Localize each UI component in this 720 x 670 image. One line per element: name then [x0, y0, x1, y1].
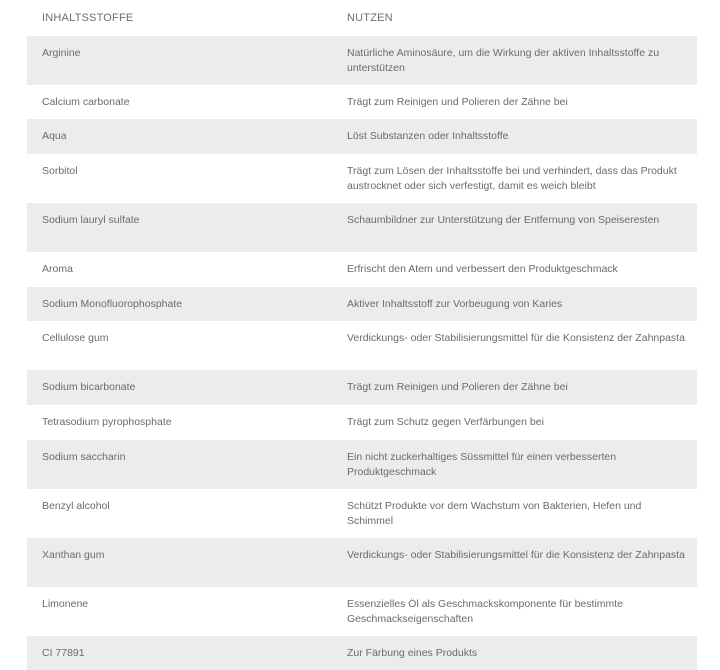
ingredient-cell: Sodium Monofluorophosphate: [42, 298, 183, 310]
table-row: [27, 85, 697, 119]
benefit-cell: Ein nicht zuckerhaltiges Süssmittel für einen verbesserten Produktgeschmack: [347, 451, 617, 478]
ingredient-cell: Xanthan gum: [42, 549, 105, 561]
ingredient-cell: Aroma: [42, 263, 73, 275]
table-row: [27, 287, 697, 321]
ingredient-cell: Arginine: [42, 47, 81, 59]
table-header: [27, 0, 697, 36]
table-row: [27, 36, 697, 85]
table-row: [27, 154, 697, 203]
table-row: [27, 538, 697, 587]
benefit-cell: Löst Substanzen oder Inhaltsstoffe: [347, 130, 509, 142]
benefit-cell: Trägt zum Reinigen und Polieren der Zähne bei: [347, 381, 568, 393]
ingredient-cell: Sodium lauryl sulfate: [42, 214, 140, 226]
table-row: [27, 370, 697, 405]
table-row: [27, 321, 697, 370]
header-benefit: NUTZEN: [347, 11, 393, 24]
table-row: [27, 489, 697, 538]
benefit-cell: Verdickungs- oder Stabilisierungsmittel für die Konsistenz der Zahnpasta: [347, 332, 685, 344]
benefit-cell: Natürliche Aminosäure, um die Wirkung der aktiven Inhaltsstoffe zu unterstützen: [347, 47, 660, 74]
ingredient-cell: Calcium carbonate: [42, 96, 130, 108]
benefit-cell: Verdickungs- oder Stabilisierungsmittel für die Konsistenz der Zahnpasta: [347, 549, 685, 561]
benefit-cell: Trägt zum Lösen der Inhaltsstoffe bei und verhindert, dass das Produkt austrocknet oder sich verfestigt, damit es weich bleibt: [347, 165, 677, 192]
table-row: [27, 252, 697, 287]
ingredient-cell: Benzyl alcohol: [42, 500, 110, 512]
benefit-cell: Schützt Produkte vor dem Wachstum von Bakterien, Hefen und Schimmel: [347, 500, 642, 527]
ingredient-cell: Sodium bicarbonate: [42, 381, 136, 393]
table-row: [27, 636, 697, 670]
table-row: [27, 440, 697, 489]
benefit-cell: Trägt zum Reinigen und Polieren der Zähne bei: [347, 96, 568, 108]
ingredient-cell: Sorbitol: [42, 165, 78, 177]
table-row: [27, 405, 697, 440]
benefit-cell: Trägt zum Schutz gegen Verfärbungen bei: [347, 416, 544, 428]
ingredient-cell: Sodium saccharin: [42, 451, 126, 463]
table-row: [27, 203, 697, 252]
ingredient-cell: Cellulose gum: [42, 332, 109, 344]
benefit-cell: Schaumbildner zur Unterstützung der Entfernung von Speiseresten: [347, 214, 660, 226]
ingredient-cell: Limonene: [42, 598, 89, 610]
ingredient-cell: CI 77891: [42, 647, 85, 659]
benefit-cell: Aktiver Inhaltsstoff zur Vorbeugung von Karies: [347, 298, 563, 310]
benefit-cell: Zur Färbung eines Produkts: [347, 647, 478, 659]
ingredient-cell: Tetrasodium pyrophosphate: [42, 416, 172, 428]
benefit-cell: Erfrischt den Atem und verbessert den Produktgeschmack: [347, 263, 618, 275]
table-row: [27, 587, 697, 636]
ingredient-cell: Aqua: [42, 130, 67, 142]
header-ingredients: INHALTSSTOFFE: [42, 12, 134, 24]
benefit-cell: Essenzielles Öl als Geschmackskomponente für bestimmte Geschmackseigenschaften: [347, 598, 624, 625]
table-row: [27, 119, 697, 154]
ingredients-table: [27, 0, 697, 670]
